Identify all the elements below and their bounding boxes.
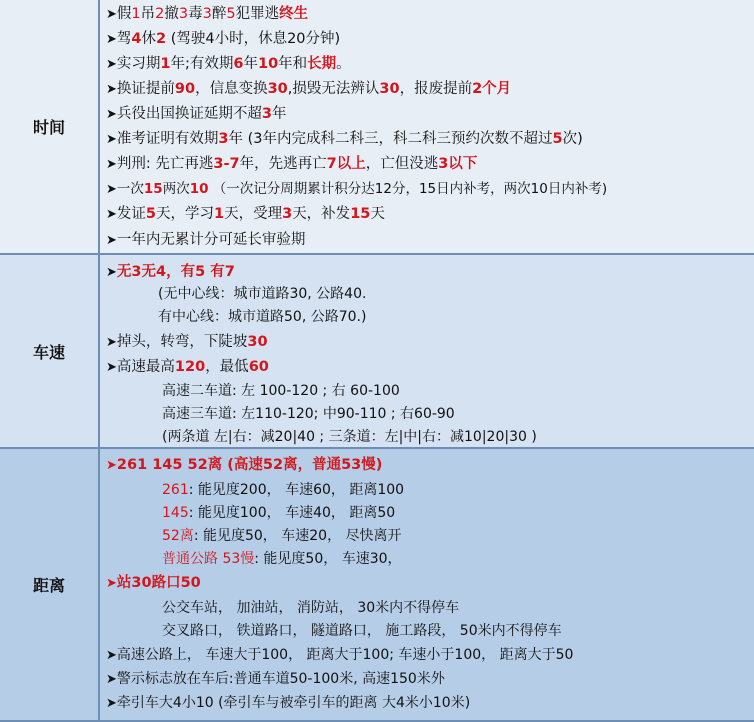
- speed-line-5: ➤高速最高120，最低60: [106, 359, 269, 375]
- time-line-7: ➤判刑: 先亡再逃3-7年，先逃再亡7以上，亡但没逃3以下: [106, 156, 478, 172]
- time-line-8: ➤一次15两次10 （一次记分周期累计积分达12分，15日内补考，两次10日内补考): [106, 181, 608, 197]
- speed-line-4: ➤掉头，转弯，下陡坡30: [106, 334, 268, 350]
- distance-line-7: 公交车站， 加油站， 消防站， 30米内不得停车: [162, 600, 460, 616]
- speed-line-7: 高速三车道: 左110-120; 中90-110 ; 右60-90: [162, 406, 455, 422]
- time-line-4: ➤换证提前90，信息变换30,损毁无法辨认30，报废提前2个月: [106, 81, 512, 97]
- distance-line-10: ➤警示标志放在车后:普通车道50-100米, 高速150米外: [106, 671, 445, 687]
- speed-line-6: 高速二车道: 左 100-120 ; 右 60-100: [162, 383, 400, 399]
- distance-line-8: 交叉路口， 铁道路口， 隧道路口， 施工路段， 50米内不得停车: [162, 623, 562, 639]
- section-distance: [0, 449, 754, 722]
- speed-line-2: (无中心线：城市道路30, 公路40.: [158, 286, 367, 302]
- distance-line-2: 261: 能见度200， 车速60， 距离100: [162, 482, 405, 498]
- distance-line-9: ➤高速公路上， 车速大于100， 距离大于100; 车速小于100， 距离大于50: [106, 647, 574, 663]
- section-label: 车速: [0, 255, 100, 447]
- time-line-3: ➤实习期1年;有效期6年10年和长期。: [106, 56, 351, 72]
- time-line-6: ➤准考证明有效期3年 (3年内完成科二科三，科二科三预约次数不超过5次): [106, 131, 583, 147]
- section-label: 时间: [0, 0, 100, 253]
- time-line-10: ➤一年内无累计分可延长审验期: [106, 232, 306, 248]
- distance-line-3: 145: 能见度100， 车速40， 距离50: [162, 505, 396, 521]
- time-line-2: ➤驾4休2 (驾驶4小时，休息20分钟): [106, 31, 341, 47]
- speed-line-3: 有中心线：城市道路50, 公路70.): [158, 309, 367, 325]
- time-line-5: ➤兵役出国换证延期不超3年: [106, 106, 287, 122]
- section-time: [0, 0, 754, 255]
- distance-line-6: ➤站30路口50: [106, 575, 201, 591]
- distance-line-1: ➤261 145 52离 (高速52离，普通53慢): [106, 457, 383, 473]
- distance-line-11: ➤牵引车大4小10 (牵引车与被牵引车的距离 大4米小10米): [106, 695, 471, 711]
- distance-line-4: 52离: 能见度50， 车速20， 尽快离开: [162, 528, 402, 544]
- section-label: 距离: [0, 449, 100, 720]
- section-speed: [0, 255, 754, 449]
- speed-line-1: ➤无3无4，有5 有7: [106, 264, 235, 280]
- distance-line-5: 普通公路 53慢: 能见度50， 车速30，: [162, 551, 402, 567]
- time-line-1: ➤假1吊2撤3毒3醉5犯罪逃终生: [106, 6, 309, 22]
- speed-line-8: (两条道 左|右：减20|40 ; 三条道：左|中|右：减10|20|30 ): [162, 429, 537, 445]
- time-line-9: ➤发证5天，学习1天，受理3天，补发15天: [106, 206, 385, 222]
